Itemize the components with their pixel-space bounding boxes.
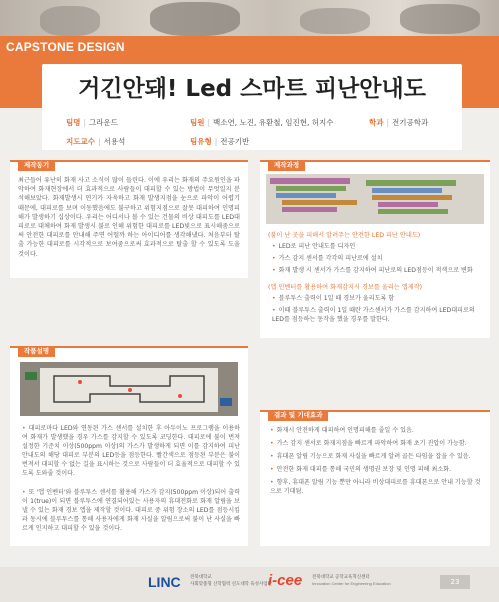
team-members: 팀원 | 백소연, 노진, 유환철, 임진현, 허지수 [190,118,334,127]
title-card [42,64,462,110]
icee-logo: i-cee [268,572,303,589]
process-tab: 제작과정 [268,160,305,171]
advisor: 지도교수 | 서용석 [66,137,126,146]
motivation-tab: 제작동기 [18,160,55,171]
process-item: • 화재 발생 시 센서가 가스를 감지하여 피난로의 LED점등이 적색으로 변화 [272,267,473,274]
results-item: • 가스 감지 센서로 화재지점을 빠르게 파악하여 화재 초기 진압이 가능함. [270,440,467,447]
code-screenshot [266,174,484,224]
description-item: • 또 '앱 인벤터'와 블루투스 센서를 활용해 가스가 감지(500ppm 이상)되어 출력이 1(true)이 되면 블루투스에 연결되어있는 사용자의 휴대전화로 화재 알림을 보낼 수 있는 화재 경보 앱을 제작할 것이다. 대피로 중 위험 장소의 LED를 점등시킴과 동시에 블루투스를 통해 사용자에게 화재 사실을 알림으로써 불이 난 사실을 빠르게 인지하고 대피할 수 있을 것이다. [22,489,240,532]
motivation-panel [10,160,248,278]
linc-sub-2: 사회맞춤형 산학협력 선도대학 육성사업단 [190,581,272,586]
motivation-body: 최근들어 유난히 화재 사고 소식이 많이 들린다. 이에 우리는 화재의 주요원인을 파악하여 화재현장에서 더 효과적으로 사람들이 대피할 수 있는 방법이 무엇일지 분석해보았다. 화재발생시 연기가 자욱하고 화재 발생지점을 눈으로 파악이 어렵기 때문에, 대피로를 보며 이동했음에도 불구하고 위험지점으로 잘못 대피하여 인명피해가 발생하기 십상이다. 우리는 어디서나 볼 수 있는 건물의 비상 대피도를 LED대피로로 대체하여 화재 발생시 불로 인해 위험한 대피로를 LED빛으로 표시해줌으로써 안전한 대피로를 안내해 주면 어떨까 하는 아이디어를 생각해냈다. 처음부터 탈출 가능한 대피로를 시각적으로 보여줌으로써 효과적으로 탈출 할 수 있도록 도울 것이다. [18,177,240,258]
process-panel [260,160,490,338]
page-title: 거긴안돼! Led 스마트 피난안내도 [78,76,426,102]
team-name: 팀명 | 그라운드 [66,118,119,127]
process-item: • 블루투스 출력이 1일 때 경보가 울리도록 함 [272,295,395,302]
results-item: • 향후, 휴대폰 알림 기능 뿐만 아니라 비상대피로를 휴대폰으로 안내 기능할 것으로 기대됨. [270,479,481,495]
process-item: • LED로 피난 안내도를 디자인 [272,243,356,250]
results-item: • 화재시 안전하게 대피하여 인명피해를 줄일 수 있음. [270,427,414,434]
results-item: • 안전한 화재 대피를 통해 국민의 생명권 보장 및 인명 피해 최소화. [270,466,451,473]
results-item: • 휴대폰 알림 기능으로 화재 사실을 빠르게 알려 골든 타임을 잡을 수 있음. [270,453,471,460]
process-section-2: (앱 인벤터를 활용하여 화재감지시 경보를 울리는 앱제작) [268,284,423,291]
icee-sub-2: Innovation Center for Engineering Education [312,581,391,586]
icee-sub-1: 전북대학교 공학교육혁신센터 [312,574,370,579]
process-item: • 이때 블루투스 출력이 1일 때란 가스센서가 가스를 감지하여 LED대피로의 LED를 점등하는 동작을 했을 경우를 말한다. [272,307,475,323]
results-tab: 결과 및 기대효과 [268,410,328,421]
prototype-board-illustration [20,362,238,416]
capstone-label: CAPSTONE DESIGN [6,40,125,54]
project-meta [42,110,462,150]
description-panel [10,346,248,546]
description-tab: 작품설명 [18,346,55,357]
header [0,0,499,110]
linc-logo: LINC [148,574,181,590]
results-panel [260,410,490,546]
department: 학과 | 전기공학과 [369,118,429,127]
prototype-photo [20,362,238,416]
code-blocks-illustration [266,174,484,224]
description-item: • 대피로마다 LED와 연동된 가스 센서를 설치한 후 아두이노 프로그램을 이용하여 화재가 발생했을 경우 가스를 감지할 수 있도록 코딩한다. 대피로에 불이 번져 설정한 기준치 이상(500ppm 이상)의 가스가 발생하게 되면 이를 감지하여 피난 안내도의 해당 대피로 부분의 LED등을 점등한다. 빨간색으로 점등된 부분은 불이 번져서 대피할 수 없는 길을 표시하는 것으로 사람들이 더 효율적으로 대피할 수 있도록 도와줄 것이다. [22,425,240,477]
team-type: 팀유형 | 전공기반 [190,137,250,146]
process-section-1: (불이 난 곳을 피해서 알려주는 안전한 LED 피난 안내도) [268,232,421,239]
page-number: 23 [440,575,470,589]
linc-sub-1: 전북대학교 [190,574,212,579]
process-item: • 가스 감지 센서를 각각의 피난로에 설치 [272,255,383,262]
